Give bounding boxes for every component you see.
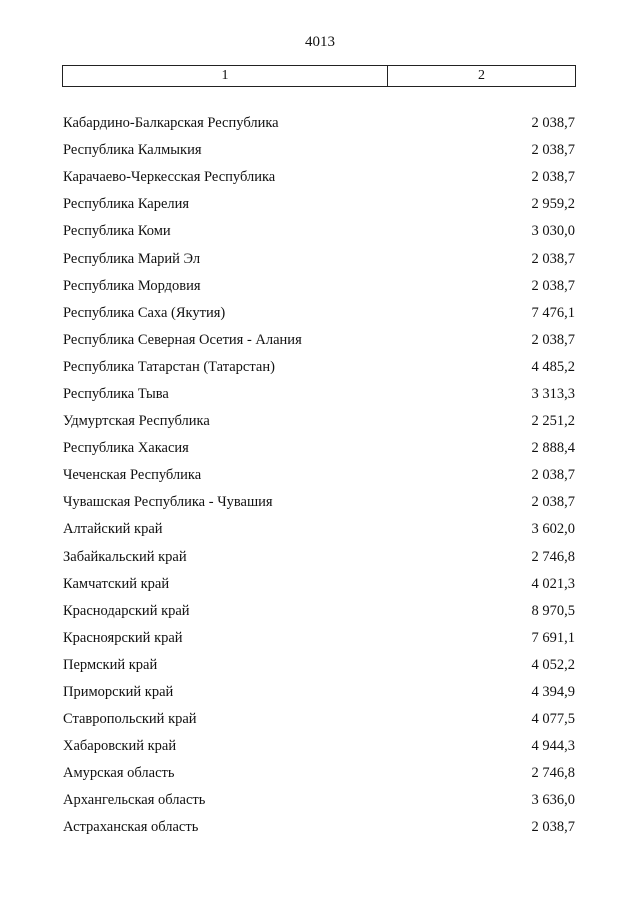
region-name: Ставропольский край	[63, 711, 197, 728]
region-name: Кабардино-Балкарская Республика	[63, 115, 279, 132]
table-row	[63, 733, 575, 760]
region-name: Республика Тыва	[63, 385, 169, 402]
table-row	[63, 300, 575, 327]
region-name: Республика Коми	[63, 223, 171, 240]
table-row	[63, 218, 575, 245]
table-row	[63, 516, 575, 543]
region-value: 2 038,7	[531, 277, 575, 294]
region-value: 3 602,0	[531, 521, 575, 538]
region-name: Республика Мордовия	[63, 277, 201, 294]
region-value: 7 476,1	[531, 304, 575, 321]
region-name: Краснодарский край	[63, 602, 190, 619]
region-name: Архангельская область	[63, 792, 206, 809]
region-name: Чеченская Республика	[63, 467, 202, 484]
page-number: 4013	[305, 34, 335, 50]
region-name: Республика Татарстан (Татарстан)	[63, 358, 275, 375]
table-row	[63, 652, 575, 679]
region-name: Амурская область	[63, 765, 175, 782]
table-row	[63, 679, 575, 706]
table-row	[63, 408, 575, 435]
table-row	[63, 706, 575, 733]
region-value: 2 888,4	[531, 440, 575, 457]
region-value: 2 746,8	[531, 765, 575, 782]
region-value: 4 485,2	[531, 358, 575, 375]
table-row	[63, 110, 575, 137]
region-name: Камчатский край	[63, 575, 170, 592]
table-row	[63, 787, 575, 814]
region-value: 3 636,0	[531, 792, 575, 809]
region-value: 4 077,5	[531, 711, 575, 728]
column-header-row	[62, 65, 576, 87]
region-name: Приморский край	[63, 684, 174, 701]
region-name: Красноярский край	[63, 629, 183, 646]
table-row	[63, 191, 575, 218]
region-value: 2 038,7	[531, 467, 575, 484]
table-row	[63, 354, 575, 381]
region-name: Республика Северная Осетия - Алания	[63, 331, 302, 348]
table-row	[63, 814, 575, 841]
table-row	[63, 137, 575, 164]
table-row	[63, 462, 575, 489]
region-value: 4 021,3	[531, 575, 575, 592]
region-name: Карачаево-Черкесская Республика	[63, 169, 276, 186]
region-value: 2 038,7	[531, 819, 575, 836]
region-value: 7 691,1	[531, 629, 575, 646]
table-row	[63, 164, 575, 191]
region-value: 2 038,7	[531, 142, 575, 159]
region-name: Удмуртская Республика	[63, 413, 210, 430]
region-value: 2 038,7	[531, 115, 575, 132]
region-value: 3 030,0	[531, 223, 575, 240]
region-name: Республика Калмыкия	[63, 142, 202, 159]
region-value: 4 052,2	[531, 656, 575, 673]
region-value: 2 038,7	[531, 494, 575, 511]
table-row	[63, 544, 575, 571]
table-row	[63, 760, 575, 787]
region-value: 4 944,3	[531, 738, 575, 755]
region-name: Республика Марий Эл	[63, 250, 201, 267]
region-value: 2 251,2	[531, 413, 575, 430]
table-row	[63, 625, 575, 652]
region-value: 2 959,2	[531, 196, 575, 213]
region-value: 4 394,9	[531, 684, 575, 701]
region-value: 2 746,8	[531, 548, 575, 565]
table-row	[63, 327, 575, 354]
region-value-list	[63, 110, 575, 842]
table-row	[63, 273, 575, 300]
region-name: Республика Саха (Якутия)	[63, 304, 226, 321]
column-header-2: 2	[478, 68, 485, 83]
table-row	[63, 489, 575, 516]
region-name: Забайкальский край	[63, 548, 187, 565]
region-name: Хабаровский край	[63, 738, 177, 755]
region-name: Алтайский край	[63, 521, 163, 538]
table-row	[63, 598, 575, 625]
region-name: Республика Карелия	[63, 196, 190, 213]
region-name: Чувашская Республика - Чувашия	[63, 494, 273, 511]
table-row	[63, 245, 575, 272]
table-row	[63, 571, 575, 598]
column-header-1: 1	[63, 66, 388, 86]
table-row	[63, 435, 575, 462]
region-value: 2 038,7	[531, 331, 575, 348]
region-value: 8 970,5	[531, 602, 575, 619]
region-value: 2 038,7	[531, 169, 575, 186]
region-name: Республика Хакасия	[63, 440, 189, 457]
region-name: Пермский край	[63, 656, 158, 673]
region-name: Астраханская область	[63, 819, 199, 836]
region-value: 2 038,7	[531, 250, 575, 267]
region-value: 3 313,3	[531, 385, 575, 402]
table-row	[63, 381, 575, 408]
